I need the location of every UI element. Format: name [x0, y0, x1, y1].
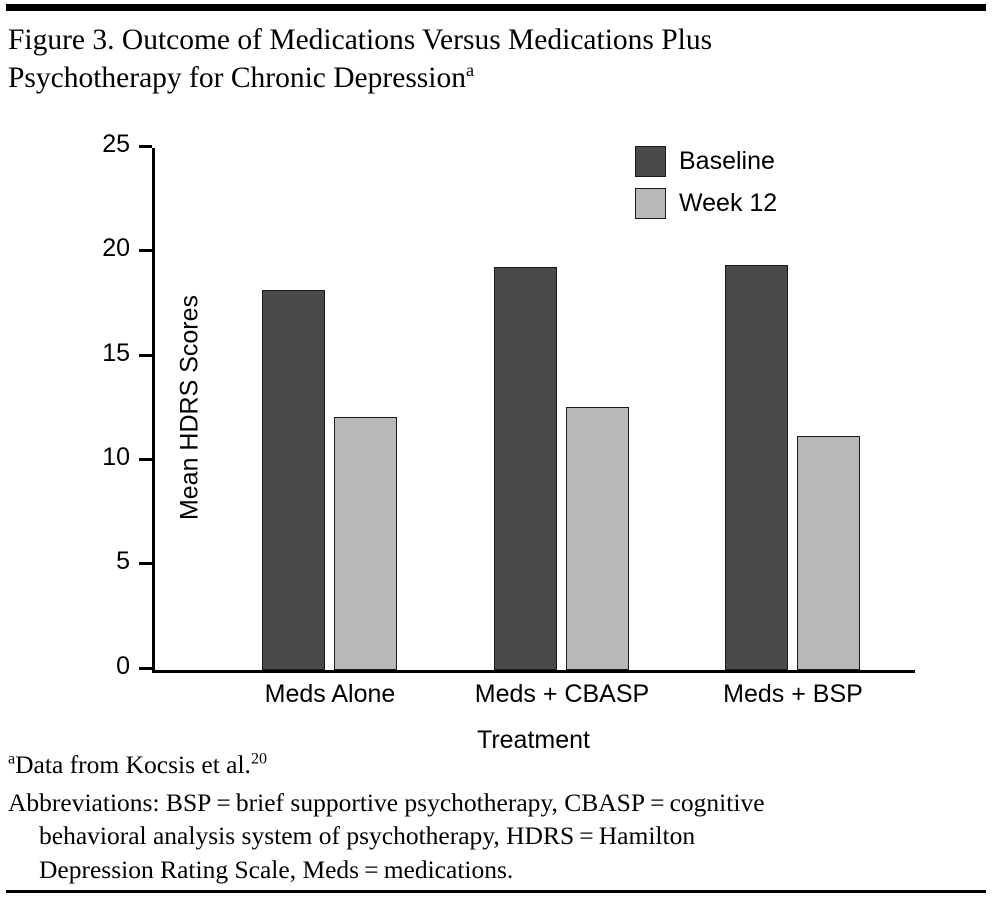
- footnote-reference-number: 20: [250, 750, 267, 768]
- plot-area: [102, 130, 915, 754]
- y-tick-label-0: 0: [116, 652, 130, 680]
- y-tick-25: [102, 130, 152, 158]
- y-tick-label-5: 5: [116, 547, 130, 575]
- bar-week12-meds-alone: [334, 417, 397, 670]
- figure-title: [8, 22, 928, 98]
- y-axis: [152, 148, 155, 673]
- bar-baseline-meds-bsp: [725, 265, 788, 670]
- y-tick-label-20: 20: [102, 234, 130, 262]
- y-tick-label-15: 15: [102, 339, 130, 367]
- y-tick-label-10: 10: [102, 443, 130, 471]
- top-rule: [6, 4, 986, 11]
- figure-title-footnote-marker: a: [465, 59, 475, 80]
- bar-week12-meds-cbasp: [566, 407, 629, 670]
- y-tick-label-25: 25: [102, 130, 130, 158]
- footnote-marker-a: a: [8, 750, 16, 768]
- y-axis-label: Mean HDRS Scores: [175, 294, 204, 521]
- x-axis: [152, 670, 915, 673]
- figure-footnotes: [8, 748, 968, 887]
- x-category-meds-bsp: Meds + BSP: [723, 680, 863, 708]
- footnote-source-text: Data from Kocsis et al.: [15, 750, 251, 779]
- footnote-abbreviations: [8, 786, 968, 887]
- bar-chart: [0, 118, 992, 754]
- x-category-meds-cbasp: Meds + CBASP: [474, 680, 650, 708]
- legend-label-week12: Week 12: [679, 189, 778, 217]
- bar-week12-meds-bsp: [797, 436, 860, 670]
- bar-baseline-meds-alone: [262, 290, 325, 670]
- footnote-abbrev-line2: behavioral analysis system of psychotherapy, HDRS = Hamilton: [39, 821, 696, 851]
- y-tick-5: [116, 547, 152, 575]
- footnote-abbrev-line1: Abbreviations: BSP = brief supportive psychotherapy, CBASP = cognitive: [8, 787, 765, 817]
- y-tick-20: [102, 234, 152, 262]
- footnote-abbrev-line3: Depression Rating Scale, Meds = medications.: [39, 854, 514, 884]
- x-axis-label: Treatment: [476, 726, 590, 754]
- y-tick-0: [116, 652, 152, 680]
- legend-label-baseline: Baseline: [679, 147, 775, 175]
- bar-baseline-meds-cbasp: [494, 267, 557, 670]
- y-tick-15: [102, 339, 152, 367]
- x-category-meds-alone: Meds Alone: [264, 680, 396, 708]
- figure-title-line2: Psychotherapy for Chronic Depression: [8, 61, 466, 94]
- bottom-rule: [6, 890, 986, 893]
- y-tick-10: [102, 443, 152, 471]
- figure-title-line1: Figure 3. Outcome of Medications Versus Medications Plus: [8, 24, 713, 56]
- footnote-source: [8, 748, 968, 782]
